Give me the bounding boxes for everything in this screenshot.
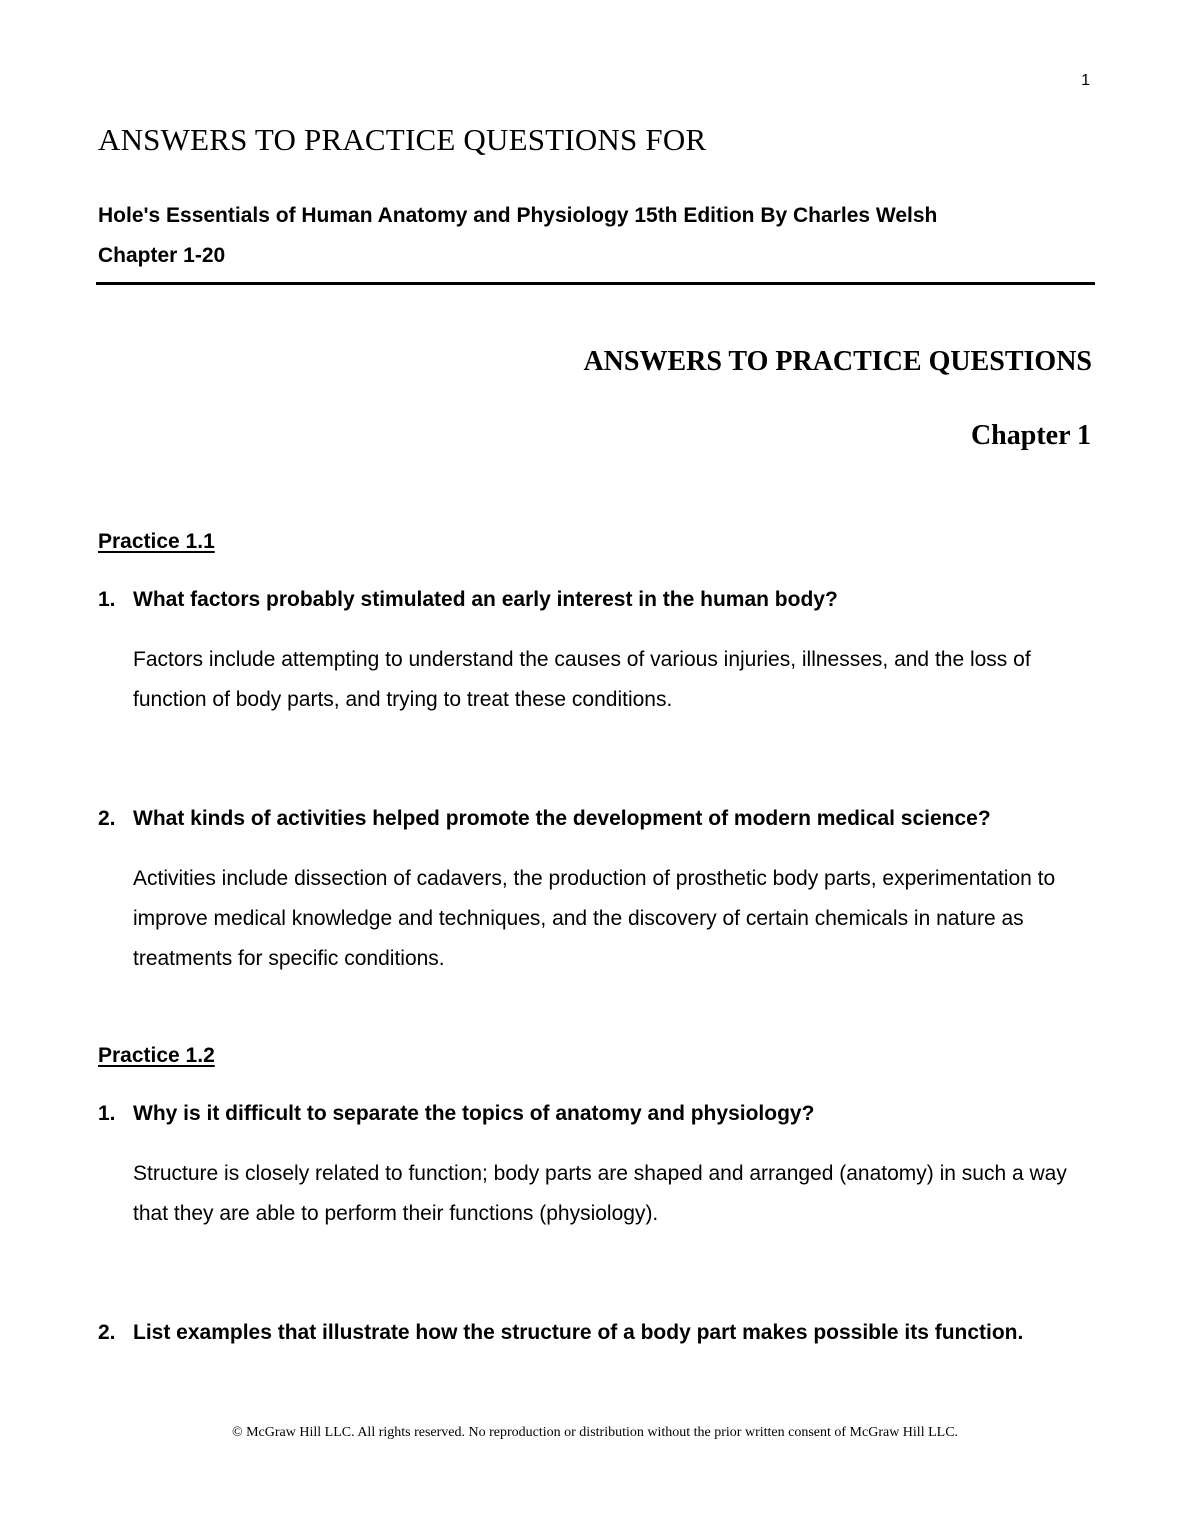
question-text: What kinds of activities helped promote the development of modern medical science? <box>133 807 991 830</box>
header-divider <box>96 282 1095 285</box>
subtitle-chapters-line: Chapter 1-20 <box>98 244 226 267</box>
document-subtitle <box>98 196 937 276</box>
section-heading: ANSWERS TO PRACTICE QUESTIONS <box>583 346 1092 377</box>
practice-title: Practice 1.2 <box>98 1044 215 1067</box>
question-number: 1. <box>98 1102 116 1125</box>
practice-title: Practice 1.1 <box>98 530 215 553</box>
answer-text: Structure is closely related to function; body parts are shaped and arranged (anatomy) in such a way that they are able to perform their functions (physiology). <box>133 1162 1067 1225</box>
question-number: 2. <box>98 1321 116 1344</box>
question-text: What factors probably stimulated an early interest in the human body? <box>133 588 838 611</box>
question-number: 1. <box>98 588 116 611</box>
subtitle-book-line: Hole's Essentials of Human Anatomy and Physiology 15th Edition By Charles Welsh <box>98 204 938 227</box>
question-text: List examples that illustrate how the structure of a body part makes possible its function. <box>133 1321 1024 1344</box>
chapter-heading: Chapter 1 <box>970 420 1091 451</box>
question-text: Why is it difficult to separate the topics of anatomy and physiology? <box>133 1102 815 1125</box>
copyright-footer: © McGraw Hill LLC. All rights reserved. No reproduction or distribution without the prior written consent of McGraw Hill LLC. <box>231 1425 959 1440</box>
document-title: ANSWERS TO PRACTICE QUESTIONS FOR <box>98 122 707 157</box>
question-number: 2. <box>98 807 116 830</box>
page-number: 1 <box>1081 72 1090 89</box>
answer-text: Activities include dissection of cadavers, the production of prosthetic body parts, experimentation to improve medical knowledge and techniques, and the discovery of certain chemicals in nature as treatments for specific conditions. <box>133 867 1056 970</box>
answer-text: Factors include attempting to understand the causes of various injuries, illnesses, and the loss of function of body parts, and trying to treat these conditions. <box>133 648 1031 711</box>
